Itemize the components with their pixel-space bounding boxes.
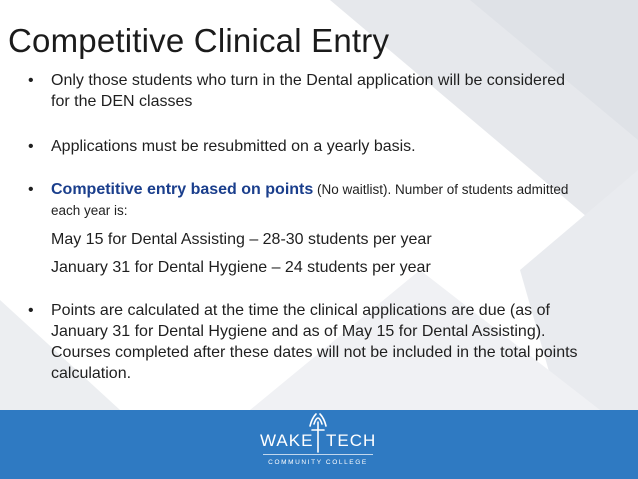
- bullet-emphasis: Competitive entry based on points: [51, 181, 314, 198]
- bullet-item: [28, 136, 588, 157]
- logo-text-left: WAKE: [260, 431, 314, 450]
- bullet-icon: •: [28, 181, 34, 198]
- bullet-item: [28, 70, 588, 112]
- logo-text-right: TECH: [326, 431, 377, 450]
- slide-title: Competitive Clinical Entry: [8, 22, 390, 59]
- bullet-icon: •: [28, 302, 34, 319]
- bullet-icon: •: [28, 72, 34, 89]
- bullet-icon: •: [28, 138, 34, 155]
- bullet-list: [28, 70, 588, 384]
- logo-tagline: COMMUNITY COLLEGE: [268, 459, 368, 466]
- bullet-item: [28, 179, 588, 221]
- sub-item: January 31 for Dental Hygiene – 24 students per year: [51, 259, 431, 276]
- college-logo: [258, 408, 378, 474]
- logo-divider: [263, 454, 373, 455]
- bullet-item: [28, 300, 588, 384]
- bullet-text: Applications must be resubmitted on a yearly basis.: [51, 138, 416, 155]
- bullet-note: (No waitlist). Number of students admitted each year is:: [51, 182, 569, 218]
- bullet-text: Points are calculated at the time the clinical applications are due (as of January 31 for Dental Hygiene and as of May 15 for Dental Assisting). Courses completed after these dates will not be included in the total points calculation.: [51, 302, 578, 382]
- sub-item: May 15 for Dental Assisting – 28-30 students per year: [51, 231, 432, 248]
- bullet-text: Only those students who turn in the Dental application will be considered for the DEN classes: [51, 72, 566, 110]
